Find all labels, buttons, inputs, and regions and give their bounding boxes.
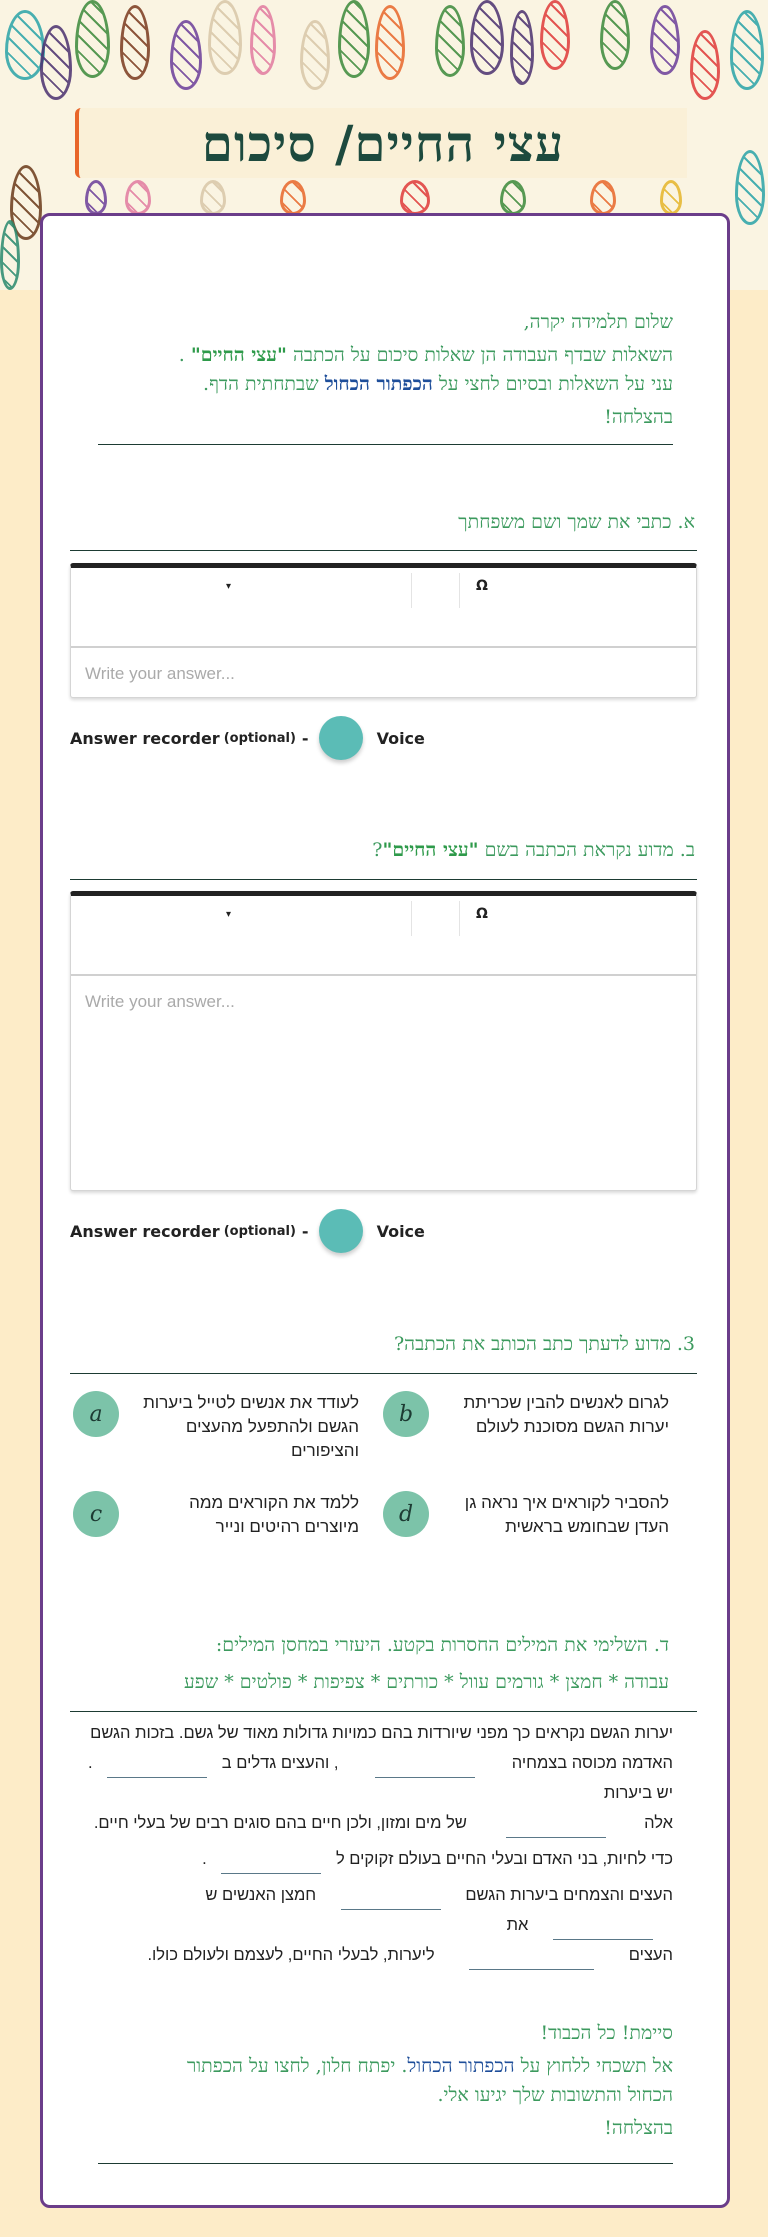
question-2-text: ב. מדוע נקראת הכתבה בשם xyxy=(478,839,695,861)
leaf-decoration-icon xyxy=(510,10,534,85)
passage-text: אלה xyxy=(644,1814,673,1832)
intro-text xyxy=(98,308,673,432)
passage-line-5 xyxy=(73,1880,673,1940)
passage-text: האדמה מכוסה בצמחיה xyxy=(511,1754,673,1772)
question-2-editor xyxy=(70,891,697,1191)
passage-line-2 xyxy=(73,1748,673,1808)
option-badge-d: d xyxy=(383,1491,429,1537)
leaf-decoration-icon xyxy=(280,180,306,215)
option-badge-a: a xyxy=(73,1391,119,1437)
toolbar-separator xyxy=(411,901,412,936)
leaf-decoration-icon xyxy=(250,5,276,75)
special-character-icon[interactable]: Ω xyxy=(476,906,488,922)
question-4-text: ד. השלימי את המילים החסרות בקטע. היעזרי במחסן המילים: xyxy=(215,1634,669,1656)
title-banner xyxy=(75,108,687,178)
leaf-decoration-icon xyxy=(600,0,630,70)
recorder-optional-label: (optional) xyxy=(223,1223,296,1239)
passage-line-4 xyxy=(73,1844,673,1874)
font-dropdown-chevron-down-icon[interactable]: ▾ xyxy=(226,909,232,920)
editor-toolbar xyxy=(71,568,696,648)
leaf-decoration-icon xyxy=(500,180,526,215)
option-a[interactable] xyxy=(73,1391,373,1463)
question-2-answer-recorder xyxy=(70,1209,425,1253)
blank-input-3[interactable] xyxy=(506,1821,606,1838)
leaf-decoration-icon xyxy=(300,20,330,90)
leaf-decoration-icon xyxy=(735,150,765,225)
question-4-title xyxy=(43,1634,697,1657)
leaf-decoration-icon xyxy=(435,5,465,77)
question-2-suffix: ? xyxy=(372,839,383,861)
passage-text: . יש ביערות xyxy=(88,1754,673,1802)
worksheet-card xyxy=(40,213,730,2208)
question-1-answer-recorder xyxy=(70,716,425,760)
toolbar-separator xyxy=(459,573,460,608)
leaf-decoration-icon xyxy=(40,25,72,100)
blank-input-2[interactable] xyxy=(107,1761,207,1778)
toolbar-separator xyxy=(411,573,412,608)
passage-text: , והעצים גדלים ב xyxy=(221,1754,339,1772)
recorder-dash: - xyxy=(301,728,309,748)
leaf-decoration-icon xyxy=(375,5,405,80)
passage-text: . xyxy=(202,1850,207,1868)
intro-line-1-text: השאלות שבדף העבודה הן שאלות סיכום על הכתבה xyxy=(286,344,673,366)
leaf-decoration-icon xyxy=(730,10,764,90)
word-bank xyxy=(43,1671,697,1694)
question-1-text: א. כתבי את שמך ושם משפחתך xyxy=(458,511,695,533)
option-b[interactable] xyxy=(383,1391,683,1439)
record-voice-button[interactable] xyxy=(319,716,363,760)
leaf-decoration-icon xyxy=(470,0,504,75)
blank-input-5[interactable] xyxy=(341,1893,441,1910)
question-3-text: 3. מדוע לדעתך כתב הכותב את הכתבה? xyxy=(394,1333,695,1355)
fill-in-passage xyxy=(73,1718,673,1970)
record-voice-button[interactable] xyxy=(319,1209,363,1253)
outro-line-1-text: אל תשכחי ללחוץ על xyxy=(514,2055,673,2077)
intro-line-2-text: עני על השאלות ובסיום לחצי על xyxy=(432,373,673,395)
recorder-dash: - xyxy=(301,1221,309,1241)
passage-text: חמצן האנשים ש xyxy=(205,1886,317,1904)
blank-input-1[interactable] xyxy=(375,1761,475,1778)
leaf-decoration-icon xyxy=(75,0,110,78)
page-title: עצי החיים/ סיכום xyxy=(201,113,565,173)
leaf-decoration-icon xyxy=(540,0,570,70)
leaf-decoration-icon xyxy=(208,0,242,75)
intro-greeting: שלום תלמידה יקרה, xyxy=(523,311,673,333)
outro-done: סיימת! כל הכבוד! xyxy=(540,2022,673,2044)
font-dropdown-chevron-down-icon[interactable]: ▾ xyxy=(226,581,232,592)
outro-text xyxy=(98,2019,673,2143)
option-text: לעודד את אנשים לטייל ביערות הגשם ולהתפעל מהעצים והציפורים xyxy=(143,1393,359,1460)
recorder-label: Answer recorder xyxy=(70,728,220,748)
option-d[interactable] xyxy=(383,1491,683,1539)
divider xyxy=(98,2163,673,2164)
option-text: ללמד את הקוראים ממה מיוצרים רהיטים ונייר xyxy=(189,1493,359,1536)
passage-text: של מים ומזון, ולכן חיים בהם סוגים רבים של בעלי חיים. xyxy=(93,1814,467,1832)
leaf-decoration-icon xyxy=(660,180,682,215)
leaf-decoration-icon xyxy=(170,20,202,90)
passage-text: ליערות, לבעלי החיים, לעצמם ולעולם כולו. xyxy=(147,1946,435,1964)
question-1-editor xyxy=(70,563,697,698)
leaf-decoration-icon xyxy=(590,180,616,215)
leaf-decoration-icon xyxy=(200,180,226,215)
intro-line-2-suffix: שבתחתית הדף. xyxy=(203,373,325,395)
outro-line-1-suffix: . יפתח חלון, לחצו על הכפתור xyxy=(186,2055,408,2077)
passage-line-3 xyxy=(73,1808,673,1838)
passage-line-6 xyxy=(73,1940,673,1970)
blank-input-4[interactable] xyxy=(221,1857,321,1874)
recorder-label: Answer recorder xyxy=(70,1221,220,1241)
passage-text: העצים xyxy=(628,1946,673,1964)
option-text: לגרום לאנשים להבין שכריתת יערות הגשם מסוכנת לעולם xyxy=(463,1393,669,1436)
voice-label: Voice xyxy=(376,728,425,748)
leaf-decoration-icon xyxy=(85,180,107,215)
leaf-decoration-icon xyxy=(120,5,150,80)
divider xyxy=(70,550,697,551)
passage-text: העצים והצמחים ביערות הגשם xyxy=(465,1886,673,1904)
passage-text: כדי לחיות, בני האדם ובעלי החיים בעולם זקוקים ל xyxy=(335,1850,673,1868)
option-text: להסביר לקוראים איך נראה גן העדן שבחומש בראשית xyxy=(464,1493,669,1536)
question-1-answer-input[interactable] xyxy=(71,648,696,698)
blank-input-6[interactable] xyxy=(553,1923,653,1940)
word-bank-text: עבודה * חמצן * גורמים עוול * כורתים * צפיפות * פולטים * שפע xyxy=(184,1671,669,1693)
question-3-title xyxy=(43,1333,697,1356)
blue-button-highlight: הכפתור הכחול xyxy=(324,373,433,395)
divider xyxy=(70,1711,697,1712)
outro-good-luck: בהצלחה! xyxy=(604,2117,673,2139)
passage-text: את xyxy=(506,1916,529,1934)
blank-input-7[interactable] xyxy=(469,1953,594,1970)
leaf-decoration-icon xyxy=(5,10,45,80)
outro-line-2: הכחול והתשובות שלך יגיעו אלי. xyxy=(437,2084,673,2106)
passage-line-1: יערות הגשם נקראים כך מפני שיורדות בהם כמויות גדולות מאוד של גשם. בזכות הגשם xyxy=(90,1724,673,1742)
toolbar-separator xyxy=(459,901,460,936)
article-title-highlight: "עצי החיים" xyxy=(190,344,287,366)
outro-line-1 xyxy=(98,2052,673,2081)
option-badge-c: c xyxy=(73,1491,119,1537)
article-title-highlight: "עצי החיים" xyxy=(382,839,479,861)
intro-line-1 xyxy=(98,341,673,370)
leaf-decoration-icon xyxy=(338,0,370,78)
intro-line-1-suffix: . xyxy=(178,344,191,366)
question-1-title xyxy=(43,511,697,534)
divider xyxy=(70,1373,697,1374)
option-badge-b: b xyxy=(383,1391,429,1437)
leaf-decoration-icon xyxy=(650,5,680,75)
special-character-icon[interactable]: Ω xyxy=(476,578,488,594)
question-2-answer-input[interactable] xyxy=(71,976,696,1186)
option-c[interactable] xyxy=(73,1491,373,1539)
leaf-decoration-icon xyxy=(400,180,430,215)
question-2-title xyxy=(43,839,697,862)
intro-line-2 xyxy=(98,370,673,399)
recorder-optional-label: (optional) xyxy=(223,730,296,746)
voice-label: Voice xyxy=(376,1221,425,1241)
blue-button-highlight: הכפתור הכחול xyxy=(407,2055,515,2077)
editor-toolbar xyxy=(71,896,696,976)
divider xyxy=(70,879,697,880)
divider xyxy=(98,444,673,445)
leaf-decoration-icon xyxy=(125,180,151,215)
intro-good-luck: בהצלחה! xyxy=(604,406,673,428)
leaf-decoration-icon xyxy=(690,30,720,100)
